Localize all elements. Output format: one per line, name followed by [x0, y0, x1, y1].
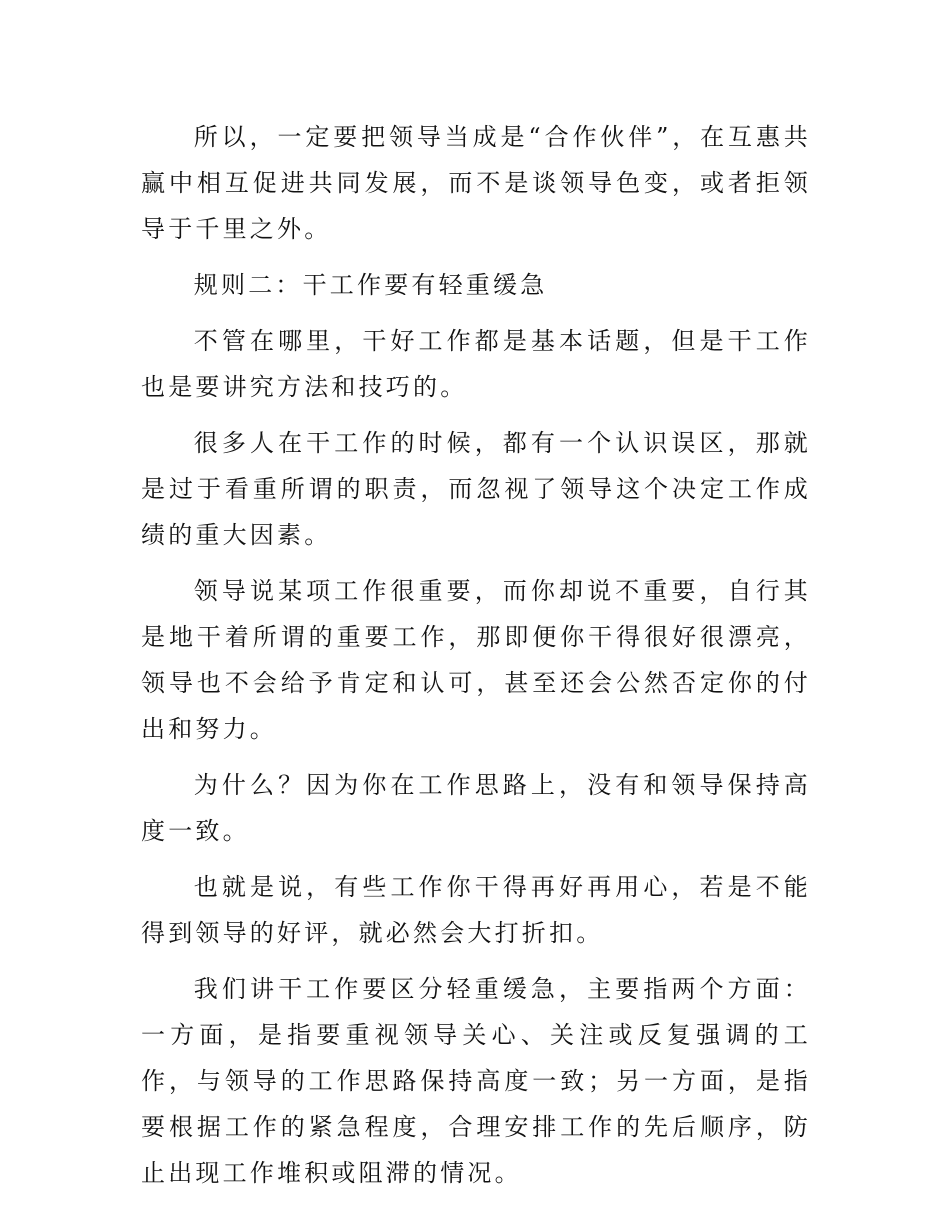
section-heading: 规则二：干工作要有轻重缓急: [193, 271, 548, 299]
paragraph-7: 我们讲干工作要区分轻重缓急，主要指两个方面：一方面，是指要重视领导关心、关注或反复强调的工作，与领导的工作思路保持高度一致；另一方面，是指要根据工作的紧急程度，合理安排工作的先后顺序，防止出现工作堆积或阻滞的情况。: [141, 975, 811, 1187]
paragraph-3: 很多人在干工作的时候，都有一个认识误区，那就是过于看重所谓的职责，而忽视了领导这个决定工作成绩的重大因素。: [141, 429, 811, 549]
paragraph-4: 领导说某项工作很重要，而你却说不重要，自行其是地干着所谓的重要工作，那即便你干得很好很漂亮，领导也不会给予肯定和认可，甚至还会公然否定你的付出和努力。: [141, 577, 811, 743]
paragraph-6: 也就是说，有些工作你干得再好再用心，若是不能得到领导的好评，就必然会大打折扣。: [141, 873, 811, 947]
document-body: [141, 114, 811, 1206]
paragraph-5: 为什么？因为你在工作思路上，没有和领导保持高度一致。: [141, 771, 811, 845]
paragraph-2: 不管在哪里，干好工作都是基本话题，但是干工作也是要讲究方法和技巧的。: [141, 327, 811, 401]
paragraph-1: 所以，一定要把领导当成是“合作伙伴”，在互惠共赢中相互促进共同发展，而不是谈领导色变，或者拒领导于千里之外。: [141, 123, 811, 243]
